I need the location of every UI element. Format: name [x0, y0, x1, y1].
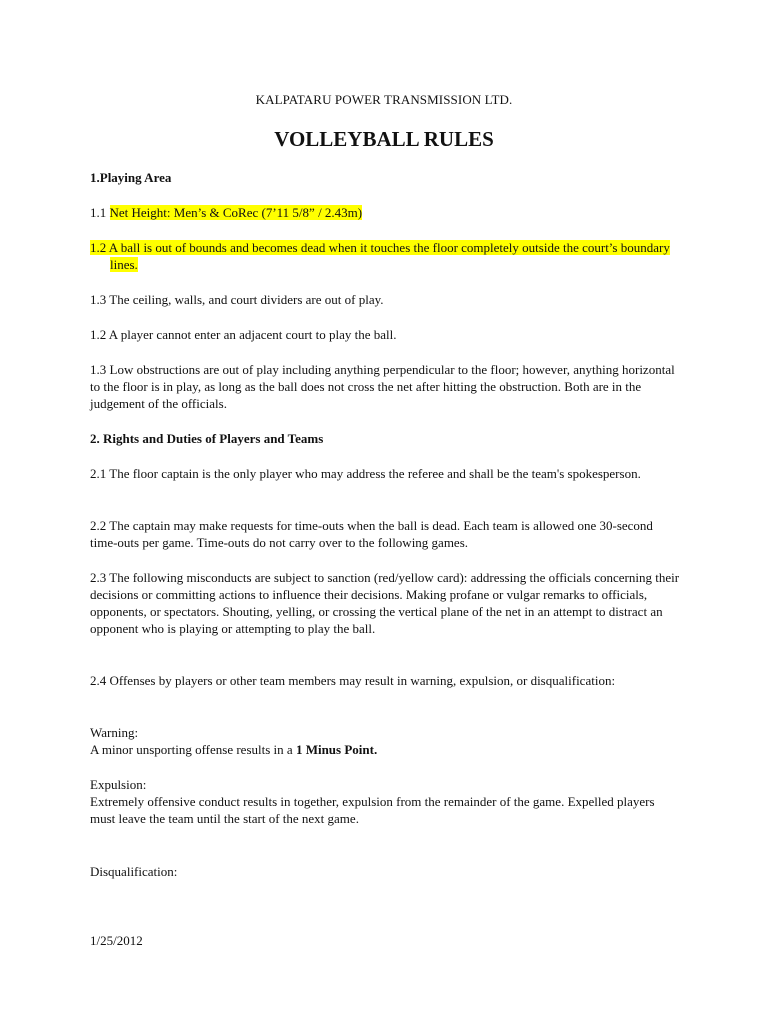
rule-1-2a-text: 1.2 A ball is out of bounds and becomes dead when it touches the floor completely outside the court’s boundary lines.	[90, 240, 670, 272]
rule-2-1: 2.1 The floor captain is the only player who may address the referee and shall be the team's spokesperson.	[90, 466, 641, 481]
expulsion-label: Expulsion:	[90, 777, 147, 792]
rule-2-4: 2.4 Offenses by players or other team members may result in warning, expulsion, or disqualification:	[90, 673, 616, 688]
section-2-heading: 2. Rights and Duties of Players and Teams	[90, 431, 324, 446]
rule-1-1-text: Net Height: Men’s & CoRec (7’11 5/8” / 2.43m)	[109, 205, 363, 220]
rule-1-2b: 1.2 A player cannot enter an adjacent court to play the ball.	[90, 327, 397, 342]
rule-1-1-number: 1.1	[90, 205, 110, 220]
footer-date: 1/25/2012	[90, 933, 143, 948]
rule-2-2: 2.2 The captain may make requests for time-outs when the ball is dead. Each team is allowed one 30-second time-outs per game. Time-outs do not carry over to the following games.	[90, 518, 653, 550]
rule-1-3b: 1.3 Low obstructions are out of play including anything perpendicular to the floor; however, anything horizontal to the floor is in play, as long as the ball does not cross the net after hitting the obstruction. Both are in the judgement of the officials.	[90, 362, 675, 411]
warning-label: Warning:	[90, 725, 139, 740]
rule-1-3a: 1.3 The ceiling, walls, and court dividers are out of play.	[90, 292, 384, 307]
rule-2-3: 2.3 The following misconducts are subject to sanction (red/yellow card): addressing the officials concerning their decisions or committing actions to influence their decisions. Making profane or vulgar remarks to officials, opponents, or spectators. Shouting, yelling, or crossing the vertical plane of the net in an attempt to distract an opponent who is playing or attempting to play the ball.	[90, 570, 680, 636]
expulsion-text: Extremely offensive conduct results in together, expulsion from the remainder of the game. Expelled players must leave the team until the start of the next game.	[90, 794, 655, 826]
warning-text	[90, 741, 680, 758]
disqualification-label: Disqualification:	[90, 864, 178, 879]
company-name: KALPATARU POWER TRANSMISSION LTD.	[255, 92, 513, 107]
warning-text-plain: A minor unsporting offense results in a	[90, 742, 296, 757]
warning-text-bold: 1 Minus Point.	[295, 742, 378, 757]
rule-1-2a	[90, 239, 690, 273]
section-1-heading: 1.Playing Area	[90, 170, 172, 185]
document-title: VOLLEYBALL RULES	[274, 127, 494, 151]
rule-1-1	[90, 204, 680, 221]
